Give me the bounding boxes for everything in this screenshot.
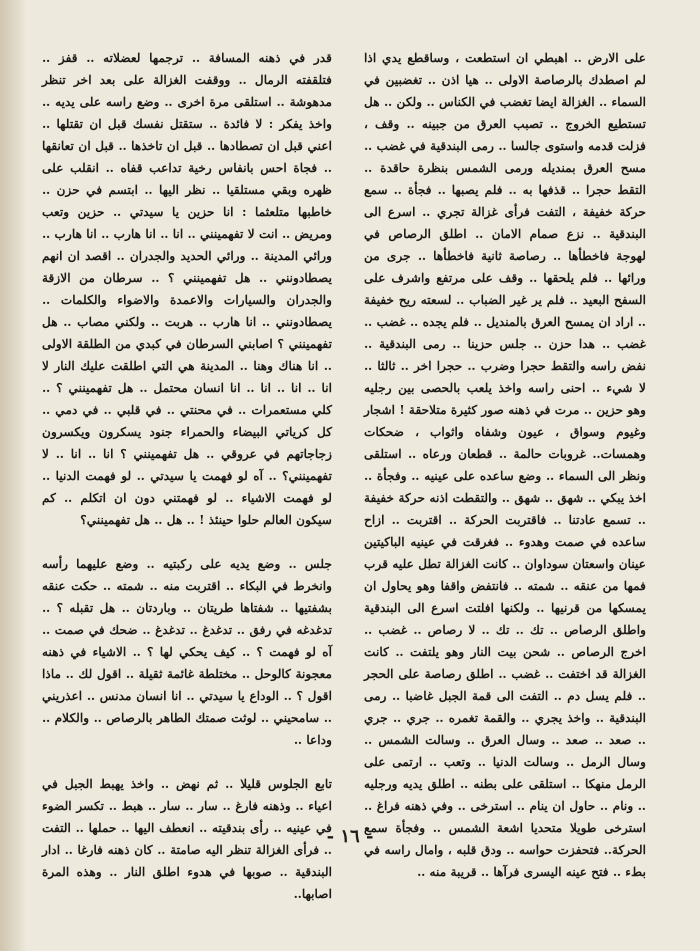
page-binding-edge bbox=[0, 0, 26, 951]
right-column-paragraph-1: على الارض ‥ اهبطي ان استطعت ، وساقطع يدي اذا لم اصطدك بالرصاصة الاولى ‥ هيا اذن ‥ تغضبين في السماء ‥ الغزالة ايضا تغضب في الكناس ‥ ولكن ‥ هل تستطيع الخروج ‥ تصبب العرق من جبينه ‥ وقف ، فزلت قدمه واستوى جالسا ‥ رمى البندقية في غضب ‥ مسح العرق بمنديله ورمى الشمس بنظرة حاقدة ‥ التقط حجرا ‥ قذفها به ‥ فلم يصبها ‥ فجأة ‥ سمع حركة خفيفة ، التفت فرأى غزالة تجري ‥ اسرع الى البندقية ‥ نزع صمام الامان ‥ اطلق الرصاص في لهوجة فاخطأها ‥ رصاصة ثانية فاخطأها ‥ جرى من ورائها ‥ فلم يلحقها ‥ وقف على مرتفع واشرف على السفح البعيد ‥ فلم ير غير الضباب ‥ لسعته ريح خفيفة ‥ اراد ان يمسح العرق بالمنديل ‥ فلم يجده ‥ غضب ‥ غضب ‥ هدا حزن ‥ جلس حزينا ‥ رمى البندقية ‥ نفض راسه والتقط حجرا وضرب ‥ حجرا اخر ‥ ثالثا ‥ لا شيء ‥ احنى راسه واخذ يلعب بالحصى بين رجليه وهو حزين ‥ مرت في ذهنه صور كثيرة متلاحقة ! اشجار وغيوم وسواق ، عيون وشفاه واثواب ، ضحكات وهمسات‥ غروبات حالمة ‥ قطعان ورعاه ‥ استلقى ونظر الى السماء ‥ وضع ساعده على عينيه ‥ وفجأة ‥ اخذ يبكي ‥ شهق ‥ شهق ‥ والتقطت اذنه حركة خفيفة ‥ تسمع عادتنا ‥ فاقتربت الحركة ‥ اقتربت ‥ ازاح ساعده في صمت وهدوء ‥ فغرقت في عينيه الباكيتين عينان واسعتان سوداوان ‥ كانت الغزالة تطل عليه قرب فمها من عنقه ‥ شمته ‥ فانتفض واقفا وهو يحاول ان يمسكها من قرنيها ‥ ولكنها افلتت اسرع الى البندقية واطلق الرصاص ‥ تك ‥ تك ‥ لا رصاص ‥ غضب ‥ اخرج الرصاص ‥ شحن بيت النار وهو يلتفت ‥ كانت الغزالة قد اختفت ‥ غضب ‥ اطلق رصاصة على الحجر ‥ فلم يسل دم ‥ التفت الى قمة الجبل غاضبا ‥ رمى البندقية ‥ واخذ يجري ‥ والقمة تغمره ‥ جري ‥ جري ‥ صعد ‥ صعد ‥ وسال العرق ‥ وسالت الشمس ‥ وسال الرمل ‥ وسالت الدنيا ‥ وتعب ‥ ارتمى على الرمل منهكا ‥ استلقى على بطنه ‥ اطلق يديه ورجليه ‥ ونام ‥ حاول ان ينام ‥ استرخى ‥ وفي ذهنه فراغ ‥ استرخى طويلا متحديا اشعة الشمس ‥ وفجأة سمع الحركة‥ فتحفزت حواسه ‥ ودق قلبه ، وامال راسه في بطء ‥ فتح عينه اليسرى فرآها ‥ قريبة منه ‥ bbox=[364, 51, 646, 879]
page-number: - ١٦ - bbox=[326, 826, 374, 847]
paragraph-gap bbox=[42, 531, 332, 553]
left-text-column bbox=[42, 47, 332, 901]
paragraph-gap bbox=[42, 751, 332, 773]
right-text-column bbox=[364, 47, 646, 879]
left-column-paragraph-2: جلس ‥ وضع يديه على ركبتيه ‥ وضع عليهما رأسه وانخرط في البكاء ‥ اقتربت منه ‥ شمته ‥ حكت عنقه بشفتيها ‥ شفتاها طريتان ‥ وباردتان ‥ هل تقبله ؟ ‥ تدغدغه في رفق ‥ تدغدغ ‥ تدغدغ ‥ ضحك في صمت ‥ آه لو فهمت ؟ ‥ كيف يحكي لها ؟ ‥ الاشياء في ذهنه معجونة كالوحل ‥ مختلطة غائمة ثقيلة ‥ اقول لك ‥ ماذا اقول ؟ ‥ الوداع يا سيدتي ‥ انا انسان مدنس ‥ اعذريني ‥ سامحيني ‥ لوثت صمتك الطاهر بالرصاص ‥ والكلام ‥ وداعا ‥ bbox=[42, 557, 332, 747]
left-column-paragraph-3: تابع الجلوس قليلا ‥ ثم نهض ‥ واخذ يهبط الجبل في اعياء ‥ وذهنه فارغ ‥ سار ‥ سار ‥ هبط ‥ تكسر الضوء في عينيه ‥ رأى بندقيته ‥ انعطف اليها ‥ حملها ‥ التفت ‥ فرأى الغزالة تنظر اليه صامتة ‥ كان ذهنه فارغا ‥ ادار البندقية ‥ صوبها في هدوء اطلق النار ‥ وهذه المرة اصابها‥ bbox=[42, 777, 332, 901]
left-column-paragraph-1: قدر في ذهنه المسافة ‥ ترجمها لعضلاته ‥ قفز ‥ فتلقفته الرمال ‥ ووقفت الغزالة على بعد اخر تنظر مدهوشة ‥ استلقى مرة اخرى ‥ وضع راسه على يديه ‥ واخذ يفكر : لا فائدة ‥ ستقتل نفسك قبل ان تقتلها ‥ اعني قبل ان تصطادها ‥ قبل ان تاخذها ‥ قبل ان تعانقها ‥ فجاة احس بانفاس رخية تداعب قفاه ‥ انقلب على ظهره وبقي مستلقيا ‥ نظر اليها ‥ ابتسم في حزن ‥ خاطبها متلعثما : انا حزين يا سيدتي ‥ حزين وتعب ومريض ‥ انت لا تفهمينني ‥ انا ‥ انا هارب ‥ انا هارب ‥ ورائي المدينة ‥ ورائي الحديد والجدران ‥ اقصد ان انهم يصطادونني ‥ هل تفهمينني ؟ ‥ سرطان من الازقة والجدران والسيارات والاعمدة والاضواء والكلمات ‥ يصطادونني ‥ انا هارب ‥ هربت ‥ ولكني مصاب ‥ هل تفهمينني ؟ اصابني السرطان في كبدي من الطلقة الاولى ‥ انا هناك وهنا ‥ المدينة هي التي اطلقت عليك النار لا انا ‥ انا ‥ انا ‥ انا انسان محتمل ‥ هل تفهمينني ؟ ‥ كلي مستعمرات ‥ في محنتي ‥ في قلبي ‥ في دمي ‥ كل كرياتي البيضاء والحمراء جنود يسكرون ويكسرون زجاجاتهم في عروقي ‥ هل تفهمينني ؟ انا ‥ انا ‥ لا تفهمينني؟ ‥ آه لو فهمت يا سيدتي ‥ لو فهمت الدنيا ‥ لو فهمت الاشياء ‥ لو فهمتني دون ان اتكلم ‥ كم سيكون العالم حلوا حينئذ ! ‥ هل ‥ هل تفهمينني؟ bbox=[42, 51, 332, 527]
